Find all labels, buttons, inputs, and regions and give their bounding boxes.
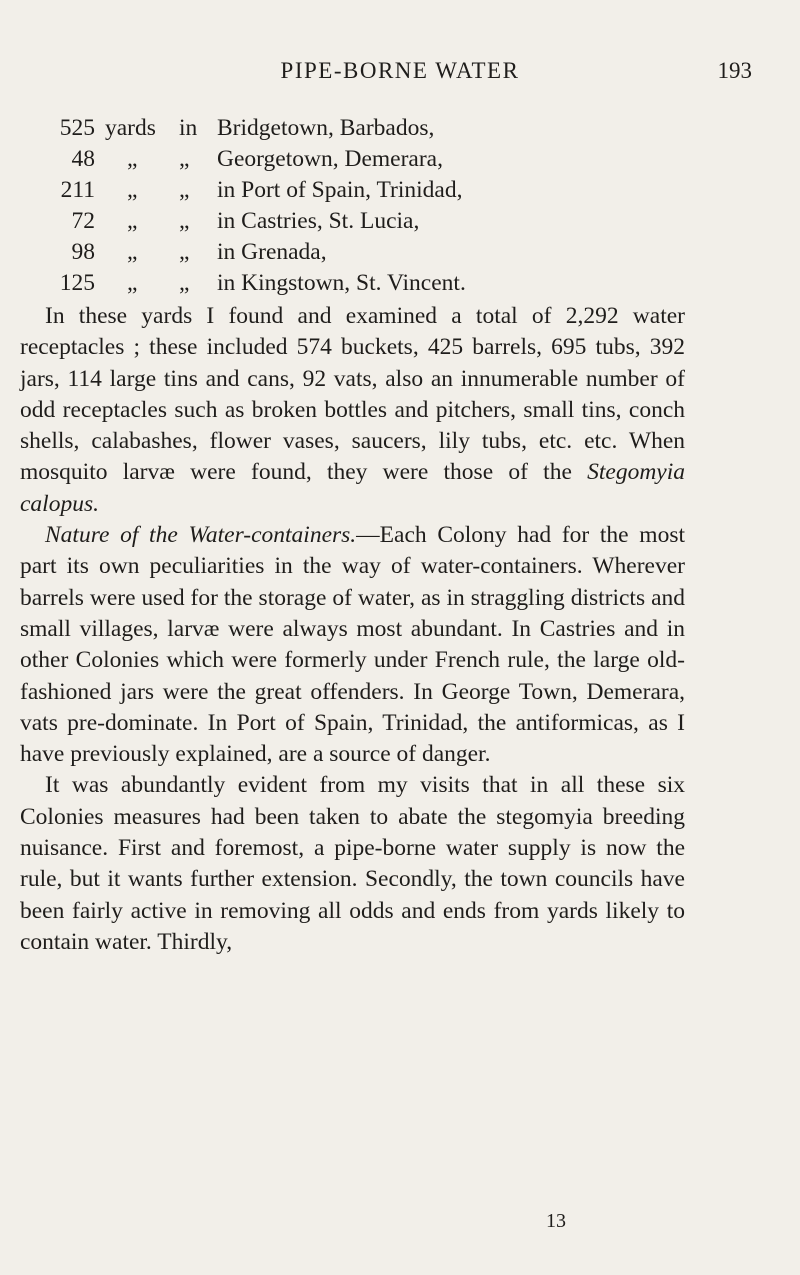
in-word: in bbox=[179, 115, 198, 141]
yard-row bbox=[48, 268, 688, 299]
yard-row bbox=[48, 144, 688, 175]
yard-place: in Grenada, bbox=[217, 239, 327, 265]
paragraph-text: In these yards I found and examined a total of 2,292 water receptacles ; these included 574 buckets, 425 barrels, 695 tubs, 392 jars, 114 large tins and cans, 92 vats, also an innumerable number of odd receptacles such as broken bottles and pitchers, small tins, conch shells, calabashes, flower vases, saucers, lily tubs, etc. etc. When mosquito larvæ were found, they were those of the bbox=[20, 303, 685, 486]
yard-place: in Castries, St. Lucia, bbox=[217, 208, 420, 234]
paragraph-measures bbox=[20, 770, 685, 958]
yards-word: yards bbox=[105, 115, 156, 141]
page-number: 193 bbox=[717, 58, 752, 83]
running-head: PIPE-BORNE WATER bbox=[280, 58, 520, 83]
paragraph-receptacles bbox=[20, 301, 685, 520]
ditto-mark: „ bbox=[179, 270, 190, 296]
yard-place: in Kingstown, St. Vincent. bbox=[217, 270, 466, 296]
yard-count: 125 bbox=[59, 270, 95, 296]
yards-list bbox=[48, 113, 688, 299]
paragraph-water-containers bbox=[20, 520, 685, 770]
yard-count: 48 bbox=[71, 146, 95, 172]
yard-place: Bridgetown, Barbados, bbox=[217, 115, 435, 141]
ditto-mark: „ bbox=[179, 146, 190, 172]
ditto-mark: „ bbox=[179, 177, 190, 203]
species-name: Stegomyia calopus. bbox=[20, 459, 685, 517]
ditto-mark: „ bbox=[179, 239, 190, 265]
ditto-mark: „ bbox=[127, 239, 138, 265]
section-heading: Nature of the Water-containers. bbox=[45, 522, 357, 549]
yard-count: 211 bbox=[60, 177, 95, 203]
yard-row bbox=[48, 237, 688, 268]
yard-count: 525 bbox=[59, 115, 95, 141]
yard-row bbox=[48, 113, 688, 144]
signature-mark: 13 bbox=[546, 1210, 566, 1232]
paragraph-text: It was abundantly evident from my visits that in all these six Colonies measures had been taken to abate the stegomyia breeding nuisance. First and foremost, a pipe-borne water supply is now the rule, but it wants further extension. Secondly, the town councils have been fairly active in removing all odds and ends from yards likely to contain water. Thirdly, bbox=[20, 772, 685, 955]
yard-place: in Port of Spain, Trinidad, bbox=[217, 177, 463, 203]
ditto-mark: „ bbox=[127, 208, 138, 234]
paragraph-text: —Each Colony had for the most part its own peculiarities in the way of water-containers. Wherever barrels were used for the storage of water, as in straggling districts and small villages, larvæ were always most abundant. In Castries and in other Colonies which were formerly under French rule, the large old-fashioned jars were the great offenders. In George Town, Demerara, vats pre-dominate. In Port of Spain, Trinidad, the antiformicas, as I have previously explained, are a source of danger. bbox=[20, 522, 686, 768]
yard-row bbox=[48, 206, 688, 237]
ditto-mark: „ bbox=[179, 208, 190, 234]
ditto-mark: „ bbox=[127, 177, 138, 203]
ditto-mark: „ bbox=[127, 146, 138, 172]
yard-place: Georgetown, Demerara, bbox=[217, 146, 443, 172]
yard-count: 98 bbox=[71, 239, 95, 265]
yard-row bbox=[48, 175, 688, 206]
ditto-mark: „ bbox=[127, 270, 138, 296]
body-text bbox=[20, 301, 685, 958]
page-header bbox=[0, 58, 800, 94]
yard-count: 72 bbox=[71, 208, 95, 234]
